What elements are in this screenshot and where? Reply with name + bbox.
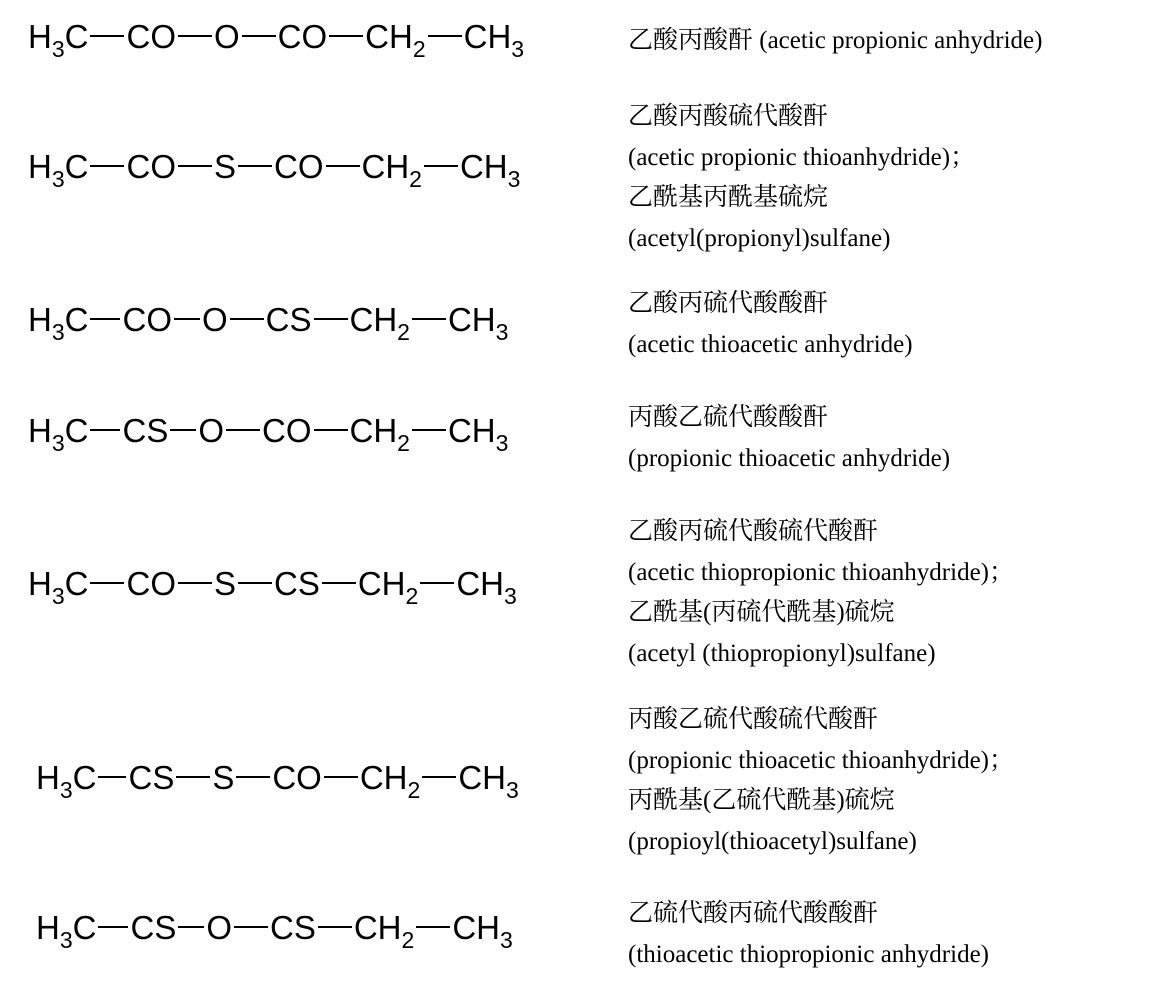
single-bond xyxy=(226,429,260,431)
subscript: 3 xyxy=(503,583,517,609)
atom-group: O xyxy=(213,18,240,55)
single-bond xyxy=(238,165,272,167)
single-bond xyxy=(416,926,450,928)
structural-formula xyxy=(28,301,509,345)
compound-name-line: (thioacetic thiopropionic anhydride) xyxy=(628,940,989,968)
subscript: 3 xyxy=(505,777,519,803)
compound-name-line: 乙酰基丙酰基硫烷 xyxy=(628,184,829,211)
atom-group: $CH_2$ xyxy=(357,565,419,609)
single-bond xyxy=(90,429,120,431)
single-bond xyxy=(178,582,212,584)
compound-name-line: (propionic thioacetic thioanhydride)； xyxy=(628,746,1014,774)
single-bond xyxy=(322,582,356,584)
single-bond xyxy=(318,926,352,928)
atom-group: CO xyxy=(126,148,176,185)
atom-group: $CH_2$ xyxy=(349,301,410,345)
single-bond xyxy=(90,165,124,167)
atom-group: S xyxy=(213,565,236,602)
atom-group: $CH_2$ xyxy=(349,412,410,456)
subscript: 3 xyxy=(495,430,509,456)
compound-names xyxy=(628,512,1014,674)
structural-formula xyxy=(28,18,525,62)
single-bond xyxy=(174,318,200,320)
single-bond xyxy=(234,926,268,928)
compound-name-line: (acetic thioacetic anhydride) xyxy=(628,330,913,358)
atom-group: $CH_2$ xyxy=(365,18,426,62)
compound-name-line: 乙酸丙硫代酸酸酐 xyxy=(628,290,829,317)
single-bond xyxy=(178,35,212,37)
atom-group: $CH_2$ xyxy=(353,909,415,953)
atom-group: $CH_3$ xyxy=(463,18,525,62)
compound-name-line: 丙酰基(乙硫代酰基)硫烷 xyxy=(628,787,895,814)
atom-group: $CH_3$ xyxy=(459,148,521,192)
compound-name-line: (acetyl (thiopropionyl)sulfane) xyxy=(628,639,936,667)
single-bond xyxy=(178,165,212,167)
atom-group: O xyxy=(206,909,232,946)
single-bond xyxy=(412,429,446,431)
subscript: 3 xyxy=(59,927,73,953)
single-bond xyxy=(326,165,360,167)
atom-group: $CH_3$ xyxy=(447,301,509,345)
subscript: 2 xyxy=(405,583,419,609)
compound-name-line: (acetic propionic thioanhydride)； xyxy=(628,143,976,171)
subscript: 3 xyxy=(499,927,513,953)
atom-group: $CH_2$ xyxy=(359,759,421,803)
structural-formula xyxy=(36,909,513,953)
atom-group: $H_3C$ xyxy=(28,565,89,609)
compound-name-line: 乙酸丙硫代酸硫代酸酐 xyxy=(628,518,879,545)
single-bond xyxy=(90,318,120,320)
subscript: 2 xyxy=(401,927,415,953)
single-bond xyxy=(314,318,348,320)
structural-formula xyxy=(28,412,509,456)
atom-group: $CH_3$ xyxy=(458,759,519,803)
compound-names xyxy=(628,284,913,365)
atom-group: O xyxy=(201,301,228,338)
structural-formula xyxy=(36,759,519,803)
subscript: 3 xyxy=(59,777,73,803)
atom-group: CS xyxy=(130,909,177,946)
compound-name-line: 乙酸丙酸硫代酸酐 xyxy=(628,103,829,130)
atom-group: $CH_3$ xyxy=(447,412,509,456)
subscript: 3 xyxy=(495,319,509,345)
compound-name-line: (propioyl(thioacetyl)sulfane) xyxy=(628,827,917,855)
single-bond xyxy=(178,926,204,928)
atom-group: CS xyxy=(265,301,312,338)
atom-group: $H_3C$ xyxy=(28,301,89,345)
subscript: 2 xyxy=(397,430,410,456)
atom-group: CS xyxy=(274,565,320,602)
atom-group: $H_3C$ xyxy=(36,759,97,803)
subscript: 2 xyxy=(407,777,421,803)
atom-group: CS xyxy=(270,909,316,946)
single-bond xyxy=(329,35,363,37)
subscript: 3 xyxy=(51,319,65,345)
single-bond xyxy=(428,35,462,37)
single-bond xyxy=(242,35,276,37)
atom-group: $CH_2$ xyxy=(361,148,422,192)
subscript: 3 xyxy=(51,430,65,456)
atom-group: S xyxy=(212,759,235,796)
compound-name-line: (acetic thiopropionic thioanhydride)； xyxy=(628,558,1014,586)
single-bond xyxy=(324,776,358,778)
subscript: 3 xyxy=(511,36,525,62)
single-bond xyxy=(90,582,124,584)
compound-name-line: 乙酰基(丙硫代酰基)硫烷 xyxy=(628,599,895,626)
atom-group: CO xyxy=(272,759,322,796)
compound-names xyxy=(628,97,975,259)
single-bond xyxy=(98,776,126,778)
compound-names xyxy=(628,398,950,479)
subscript: 3 xyxy=(51,583,65,609)
compound-name-line: 丙酸乙硫代酸酸酐 xyxy=(628,404,829,431)
single-bond xyxy=(314,429,348,431)
compound-name-line: (acetyl(propionyl)sulfane) xyxy=(628,224,891,252)
atom-group: CS xyxy=(122,412,169,449)
atom-group: $H_3C$ xyxy=(28,18,89,62)
single-bond xyxy=(170,429,196,431)
single-bond xyxy=(236,776,270,778)
single-bond xyxy=(98,926,128,928)
atom-group: CO xyxy=(126,565,176,602)
atom-group: CO xyxy=(274,148,324,185)
compound-name-line: 丙酸乙硫代酸硫代酸酐 xyxy=(628,706,879,733)
atom-group: CO xyxy=(262,412,312,449)
compound-name-line: 乙酸丙酸酐 (acetic propionic anhydride) xyxy=(628,27,1043,54)
single-bond xyxy=(420,582,454,584)
compound-name-line: 乙硫代酸丙硫代酸酸酐 xyxy=(628,900,879,927)
atom-group: $H_3C$ xyxy=(28,412,89,456)
atom-group: O xyxy=(198,412,224,449)
atom-group: $H_3C$ xyxy=(36,909,97,953)
atom-group: S xyxy=(213,148,236,185)
subscript: 2 xyxy=(409,166,422,192)
compound-name-line: (propionic thioacetic anhydride) xyxy=(628,444,951,472)
single-bond xyxy=(90,35,124,37)
subscript: 2 xyxy=(397,319,410,345)
atom-group: CO xyxy=(277,18,328,55)
atom-group: CS xyxy=(128,759,175,796)
single-bond xyxy=(422,776,456,778)
compound-names xyxy=(628,894,989,975)
structural-formula xyxy=(28,148,521,192)
single-bond xyxy=(412,318,446,320)
structural-formula xyxy=(28,565,517,609)
atom-group: $H_3C$ xyxy=(28,148,89,192)
atom-group: CO xyxy=(122,301,172,338)
single-bond xyxy=(424,165,458,167)
subscript: 2 xyxy=(412,36,426,62)
subscript: 3 xyxy=(507,166,521,192)
atom-group: $CH_3$ xyxy=(452,909,513,953)
single-bond xyxy=(238,582,272,584)
single-bond xyxy=(176,776,210,778)
compound-names xyxy=(628,21,1042,62)
subscript: 3 xyxy=(51,36,65,62)
single-bond xyxy=(230,318,264,320)
atom-group: $CH_3$ xyxy=(456,565,517,609)
subscript: 3 xyxy=(51,166,65,192)
atom-group: CO xyxy=(126,18,176,55)
compound-names xyxy=(628,700,1014,862)
